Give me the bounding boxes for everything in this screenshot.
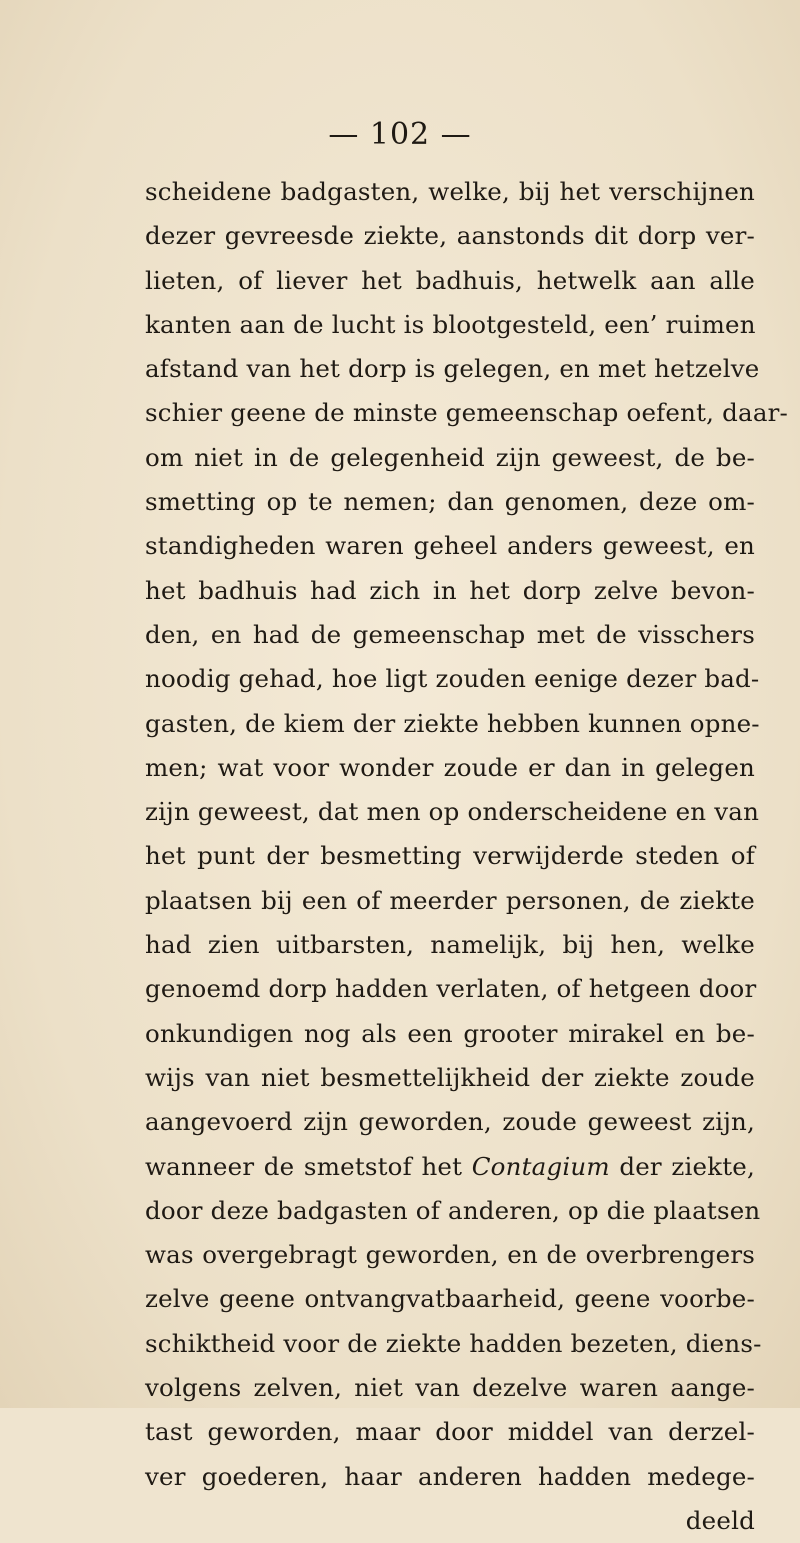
text-line: onkundigen nog als een grooter mirakel en be-: [145, 1018, 755, 1048]
text-line: zelve geene ontvangvatbaarheid, geene voorbe-: [145, 1284, 755, 1314]
text-line: het badhuis had zich in het dorp zelve bevon-: [145, 575, 755, 605]
text-line: dezer gevreesde ziekte, aanstonds dit dorp ver-: [145, 221, 755, 251]
body-text: [145, 170, 789, 1543]
text-line: tast geworden, maar door middel van derzel-: [145, 1417, 755, 1447]
text-line: plaatsen bij een of meerder personen, de ziekte: [145, 885, 755, 915]
page-number: — 102 —: [328, 117, 472, 152]
text-line: [145, 1145, 755, 1189]
text-line: volgens zelven, niet van dezelve waren aange-: [145, 1373, 755, 1403]
text-line: afstand van het dorp is gelegen, en met hetzelve: [145, 354, 760, 384]
text-line: aangevoerd zijn geworden, zoude geweest zijn,: [145, 1107, 755, 1137]
text-line: schiktheid voor de ziekte hadden bezeten, diens-: [145, 1328, 762, 1358]
text-segment: der ziekte,: [609, 1151, 755, 1181]
text-line: gasten, de kiem der ziekte hebben kunnen opne-: [145, 708, 760, 738]
text-line: ver goederen, haar anderen hadden medege-: [145, 1461, 755, 1491]
text-line: kanten aan de lucht is blootgesteld, een’ ruimen: [145, 309, 756, 339]
text-line: zijn geweest, dat men op onderscheidene en van: [145, 797, 760, 827]
text-line: lieten, of liever het badhuis, hetwelk aan alle: [145, 265, 755, 295]
text-line: scheidene badgasten, welke, bij het verschijnen: [145, 177, 755, 206]
text-segment: wanneer de smetstof het: [145, 1151, 472, 1181]
text-line: genoemd dorp hadden verlaten, of hetgeen door: [145, 974, 757, 1004]
text-line: noodig gehad, hoe ligt zouden eenige dezer bad-: [145, 664, 760, 694]
text-line: was overgebragt geworden, en de overbrengers: [145, 1240, 755, 1270]
text-line: smetting op te nemen; dan genomen, deze om-: [145, 487, 755, 517]
text-line: had zien uitbarsten, namelijk, bij hen, welke: [145, 930, 755, 960]
text-line: standigheden waren geheel anders geweest, en: [145, 531, 755, 561]
text-line: den, en had de gemeenschap met de visschers: [145, 619, 755, 649]
text-line: om niet in de gelegenheid zijn geweest, de be-: [145, 442, 755, 472]
italic-term: Contagium: [471, 1151, 610, 1181]
text-line: door deze badgasten of anderen, op die plaatsen: [145, 1195, 761, 1225]
text-line: het punt der besmetting verwijderde steden of: [145, 841, 755, 871]
text-line: men; wat voor wonder zoude er dan in gelegen: [145, 752, 755, 782]
text-line: wijs van niet besmettelijkheid der ziekte zoude: [145, 1062, 755, 1092]
text-line: deeld: [685, 1505, 755, 1535]
text-line: schier geene de minste gemeenschap oefent, daar-: [145, 398, 789, 428]
